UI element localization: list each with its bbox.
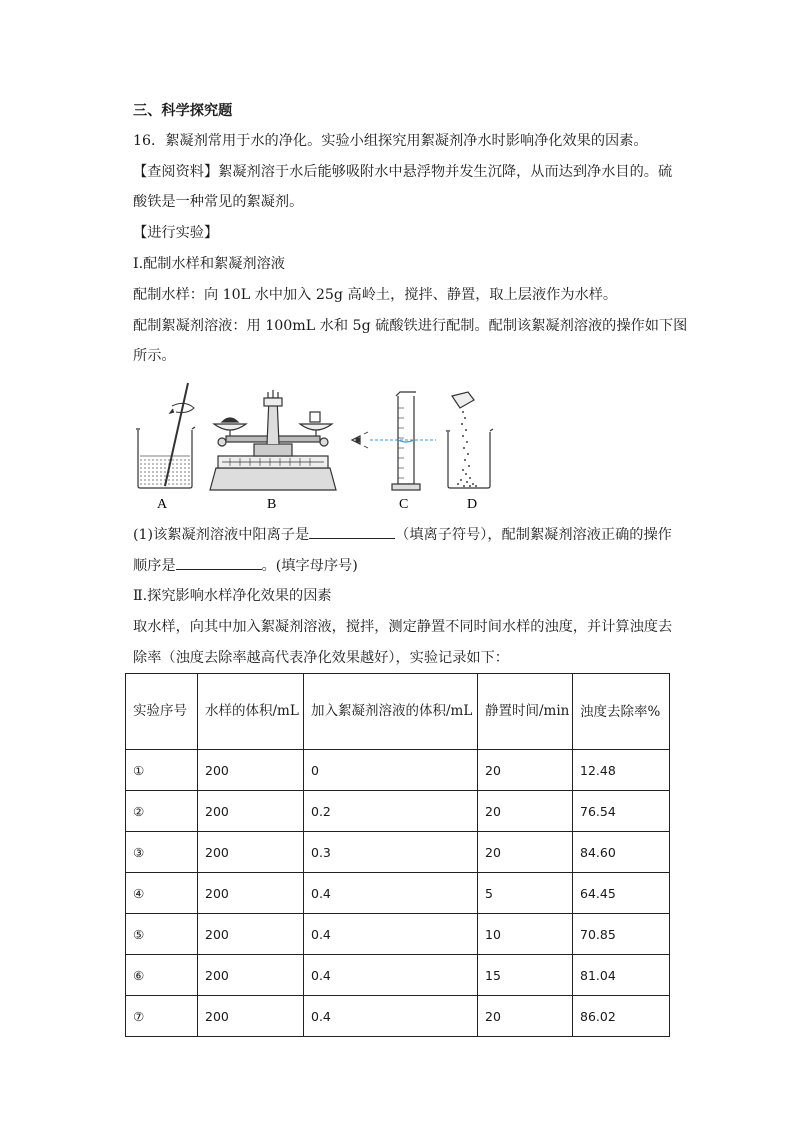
- table-row: [126, 873, 670, 914]
- section-heading: 三、科学探究题: [133, 103, 233, 119]
- question-1-prompt: (1)该絮凝剂溶液中阳离子是: [133, 527, 310, 543]
- cell-turbidity-removal: 76.54: [573, 791, 670, 832]
- cell-settling-time: 5: [478, 873, 573, 914]
- part1-title: Ⅰ.配制水样和絮凝剂溶液: [133, 256, 285, 272]
- cell-turbidity-removal: 81.04: [573, 955, 670, 996]
- graduated-cylinder-illustration: [352, 392, 436, 490]
- info-line-1: 【查阅资料】絮凝剂溶于水后能够吸附水中悬浮物并发生沉降，从而达到净水目的。硫: [133, 164, 673, 180]
- experiment-heading: 【进行实验】: [133, 225, 219, 241]
- cell-flocculant-volume: 0.4: [304, 996, 478, 1037]
- table-row: [126, 955, 670, 996]
- figure-label-b: B: [267, 497, 277, 512]
- cell-water-volume: 200: [198, 791, 304, 832]
- header-flocculant-volume: 加入絮凝剂溶液的体积/mL: [304, 674, 478, 750]
- results-table: [125, 673, 670, 1037]
- answer-blank-order[interactable]: [176, 555, 262, 570]
- question-1-order-hint: 。(填字母序号): [261, 558, 358, 574]
- beaker-stirring-illustration: [136, 383, 195, 488]
- question-1-line-1: [133, 524, 672, 545]
- cell-settling-time: 20: [478, 750, 573, 791]
- answer-blank-cation[interactable]: [309, 524, 395, 539]
- figure-label-c: C: [399, 497, 409, 512]
- prepare-solution-line-1: 配制絮凝剂溶液：用 100mL 水和 5g 硫酸铁进行配制。配制该絮凝剂溶液的操作如下图: [133, 318, 688, 334]
- table-row: [126, 791, 670, 832]
- cell-turbidity-removal: 84.60: [573, 832, 670, 873]
- header-water-volume: 水样的体积/mL: [198, 674, 304, 750]
- cell-turbidity-removal: 70.85: [573, 914, 670, 955]
- header-turbidity-removal: 浊度去除率%: [573, 674, 670, 750]
- cell-experiment-number: ⑤: [126, 914, 198, 955]
- cell-settling-time: 20: [478, 791, 573, 832]
- apparatus-figure: [130, 378, 670, 513]
- balance-scale-illustration: [210, 390, 336, 490]
- cell-experiment-number: ④: [126, 873, 198, 914]
- cell-flocculant-volume: 0.4: [304, 914, 478, 955]
- info-line-2: 酸铁是一种常见的絮凝剂。: [133, 194, 304, 210]
- cell-flocculant-volume: 0.3: [304, 832, 478, 873]
- cell-turbidity-removal: 64.45: [573, 873, 670, 914]
- cell-flocculant-volume: 0.2: [304, 791, 478, 832]
- question-intro: 16．絮凝剂常用于水的净化。实验小组探究用絮凝剂净水时影响净化效果的因素。: [133, 133, 648, 149]
- cell-water-volume: 200: [198, 873, 304, 914]
- pouring-powder-illustration: [446, 392, 493, 488]
- question-1-line-2: [133, 555, 358, 576]
- cell-experiment-number: ①: [126, 750, 198, 791]
- cell-settling-time: 15: [478, 955, 573, 996]
- figure-label-a: A: [157, 497, 168, 512]
- cell-water-volume: 200: [198, 914, 304, 955]
- cell-flocculant-volume: 0.4: [304, 873, 478, 914]
- table-row: [126, 832, 670, 873]
- prepare-solution-line-2: 所示。: [133, 348, 176, 364]
- table-header-row: [126, 674, 670, 750]
- cell-turbidity-removal: 86.02: [573, 996, 670, 1037]
- cell-settling-time: 20: [478, 832, 573, 873]
- table-row: [126, 914, 670, 955]
- cell-settling-time: 20: [478, 996, 573, 1037]
- header-settling-time: 静置时间/min: [478, 674, 573, 750]
- prepare-water-text: 配制水样：向 10L 水中加入 25g 高岭土，搅拌、静置，取上层液作为水样。: [133, 287, 618, 303]
- part2-title: Ⅱ.探究影响水样净化效果的因素: [133, 588, 332, 604]
- cell-flocculant-volume: 0: [304, 750, 478, 791]
- cell-flocculant-volume: 0.4: [304, 955, 478, 996]
- cell-experiment-number: ⑥: [126, 955, 198, 996]
- header-experiment-number: 实验序号: [126, 674, 198, 750]
- figure-label-d: D: [467, 497, 478, 512]
- part2-line-1: 取水样，向其中加入絮凝剂溶液，搅拌，测定静置不同时间水样的浊度，并计算浊度去: [133, 619, 673, 635]
- cell-turbidity-removal: 12.48: [573, 750, 670, 791]
- part2-line-2: 除率（浊度去除率越高代表净化效果越好），实验记录如下：: [133, 650, 509, 666]
- question-1-order-prompt: 顺序是: [133, 558, 176, 574]
- question-1-hint: （填离子符号），配制絮凝剂溶液正确的操作: [395, 527, 672, 543]
- table-row: [126, 750, 670, 791]
- cell-experiment-number: ⑦: [126, 996, 198, 1037]
- cell-water-volume: 200: [198, 750, 304, 791]
- cell-experiment-number: ②: [126, 791, 198, 832]
- cell-experiment-number: ③: [126, 832, 198, 873]
- cell-water-volume: 200: [198, 955, 304, 996]
- cell-water-volume: 200: [198, 832, 304, 873]
- table-row: [126, 996, 670, 1037]
- cell-water-volume: 200: [198, 996, 304, 1037]
- cell-settling-time: 10: [478, 914, 573, 955]
- apparatus-drawing: [130, 378, 670, 513]
